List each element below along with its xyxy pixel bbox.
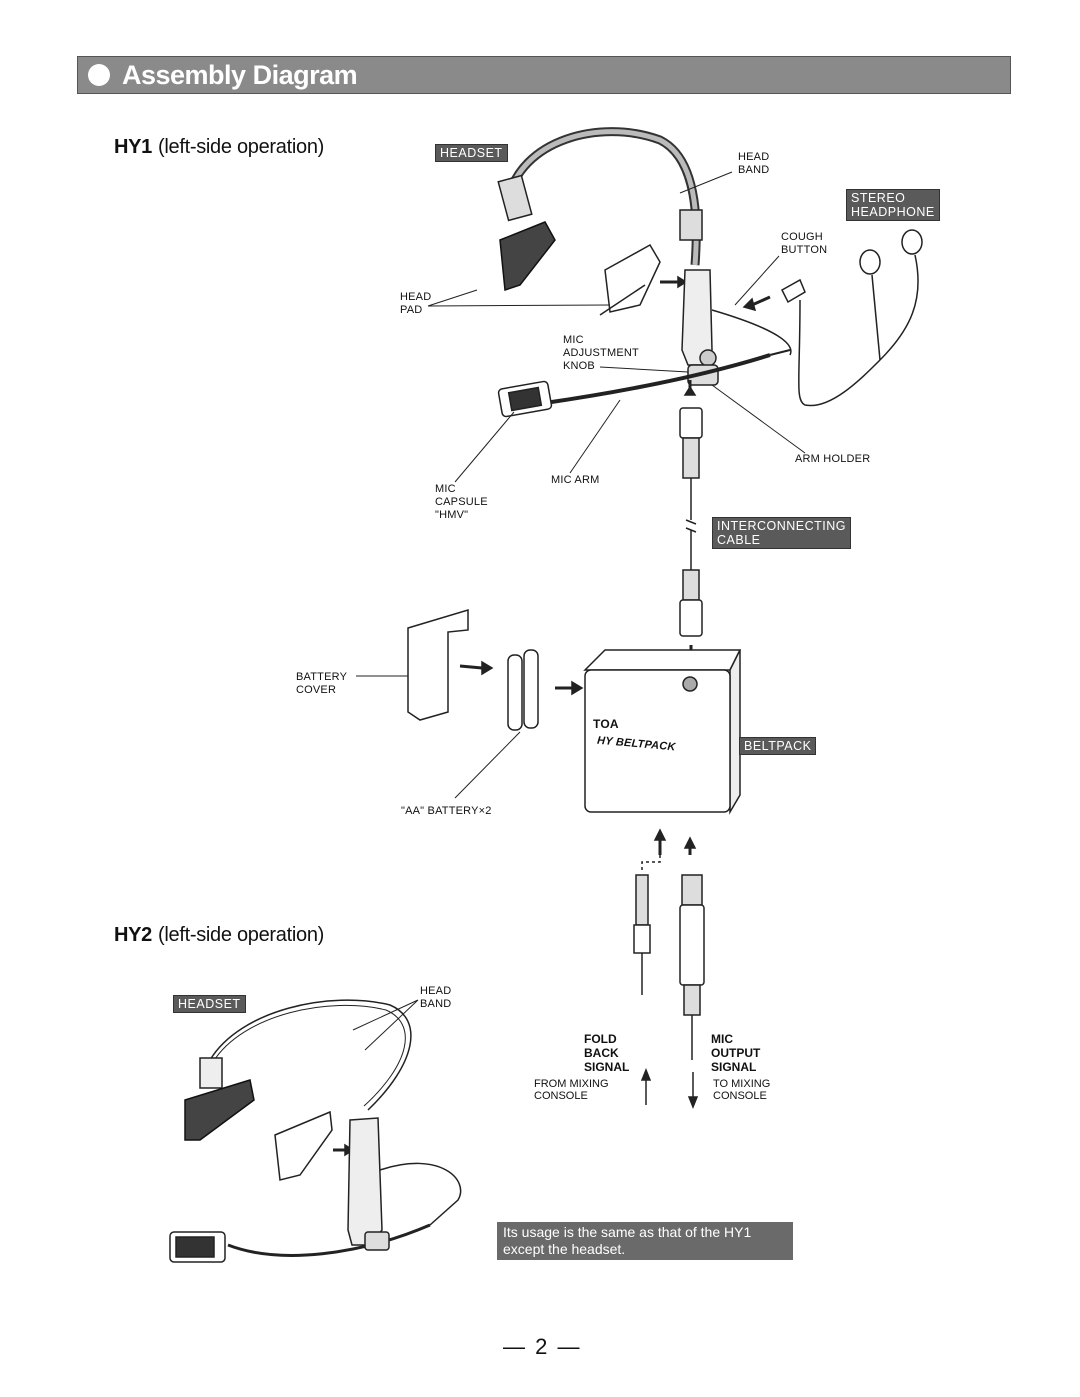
tag-interconnecting-cable	[712, 517, 851, 549]
label-head-band-1: HEAD	[738, 151, 770, 163]
label-cough-1: COUGH	[781, 231, 823, 243]
label-battery-cover	[296, 671, 347, 697]
label-battery-cover-1: BATTERY	[296, 671, 348, 683]
hy1-interconnecting-cable	[680, 380, 702, 668]
fold-2: BACK	[584, 1046, 619, 1060]
tag-stereo-line1: STEREO	[851, 191, 906, 205]
mic-3: SIGNAL	[711, 1060, 757, 1074]
mic-output-signal-label	[711, 1032, 760, 1074]
usage-note	[497, 1222, 793, 1260]
label-mic-adj-1: MIC	[563, 334, 584, 346]
label-head-pad	[400, 291, 431, 317]
from-mixing-console-label	[534, 1078, 609, 1102]
fold-1: FOLD	[584, 1032, 617, 1046]
label-head-band	[738, 151, 769, 177]
page-number: — 2 —	[503, 1334, 582, 1359]
hy2-mode: (left-side operation)	[158, 924, 325, 946]
note-line-1: Its usage is the same as that of the HY1	[503, 1224, 752, 1240]
tag-beltpack: BELTPACK	[739, 737, 816, 755]
from-2: CONSOLE	[534, 1090, 588, 1102]
mic-1: MIC	[711, 1032, 733, 1046]
note-line-2: except the headset.	[503, 1241, 626, 1257]
hy2-head-pad-right	[275, 1112, 332, 1180]
label-head-band-2: BAND	[738, 164, 770, 176]
tag-headset: HEADSET	[435, 144, 508, 162]
to-mixing-console-label	[713, 1078, 770, 1102]
tag-cable-line1: INTERCONNECTING	[717, 519, 847, 533]
tag-cable-line2: CABLE	[717, 533, 761, 547]
label-cough-button	[781, 231, 827, 257]
label-cough-2: BUTTON	[781, 244, 828, 256]
battery-cover-drawing	[408, 610, 468, 720]
plug-drawing	[634, 875, 704, 1060]
hy2-headset-drawing	[170, 1000, 461, 1262]
fold-3: SIGNAL	[584, 1060, 630, 1074]
beltpack-drawing	[585, 650, 740, 812]
beltpack-brand: TOA	[593, 717, 619, 731]
hy2-head-pad-left	[185, 1080, 254, 1140]
label-mic-adj-3: KNOB	[563, 360, 595, 372]
hy1-head-pad-right	[605, 245, 660, 312]
hy2-tag-headset: HEADSET	[173, 995, 246, 1013]
page-title: Assembly Diagram	[122, 60, 358, 90]
label-battery-cover-2: COVER	[296, 684, 337, 696]
to-1: TO MIXING	[713, 1078, 771, 1090]
hy1-model: HY1	[114, 136, 153, 158]
label-capsule-3: "HMV"	[435, 509, 469, 521]
mic-2: OUTPUT	[711, 1046, 761, 1060]
fold-back-signal-label	[584, 1032, 629, 1074]
hy2-head-band-1: HEAD	[420, 985, 452, 997]
hy2-model: HY2	[114, 924, 153, 946]
tag-stereo-headphone	[846, 189, 940, 221]
hy2-label-head-band	[420, 985, 451, 1011]
hy1-mode: (left-side operation)	[158, 136, 325, 158]
label-mic-arm: MIC ARM	[551, 474, 600, 486]
label-head-pad-2: PAD	[400, 304, 423, 316]
label-aa-battery: "AA" BATTERY×2	[401, 805, 492, 817]
hy2-head-band-2: BAND	[420, 998, 452, 1010]
from-1: FROM MIXING	[534, 1078, 609, 1090]
label-head-pad-1: HEAD	[400, 291, 432, 303]
tag-stereo-line2: HEADPHONE	[851, 205, 935, 219]
label-mic-adjustment-knob	[563, 334, 639, 373]
beltpack-model: HY BELTPACK	[596, 734, 677, 754]
hy1-head-pad-left	[500, 222, 555, 290]
label-mic-capsule	[435, 483, 488, 522]
to-2: CONSOLE	[713, 1090, 767, 1102]
label-mic-adj-2: ADJUSTMENT	[563, 347, 639, 359]
aa-batteries-drawing	[508, 650, 538, 730]
label-capsule-2: CAPSULE	[435, 496, 488, 508]
label-arm-holder: ARM HOLDER	[795, 453, 871, 465]
label-capsule-1: MIC	[435, 483, 456, 495]
